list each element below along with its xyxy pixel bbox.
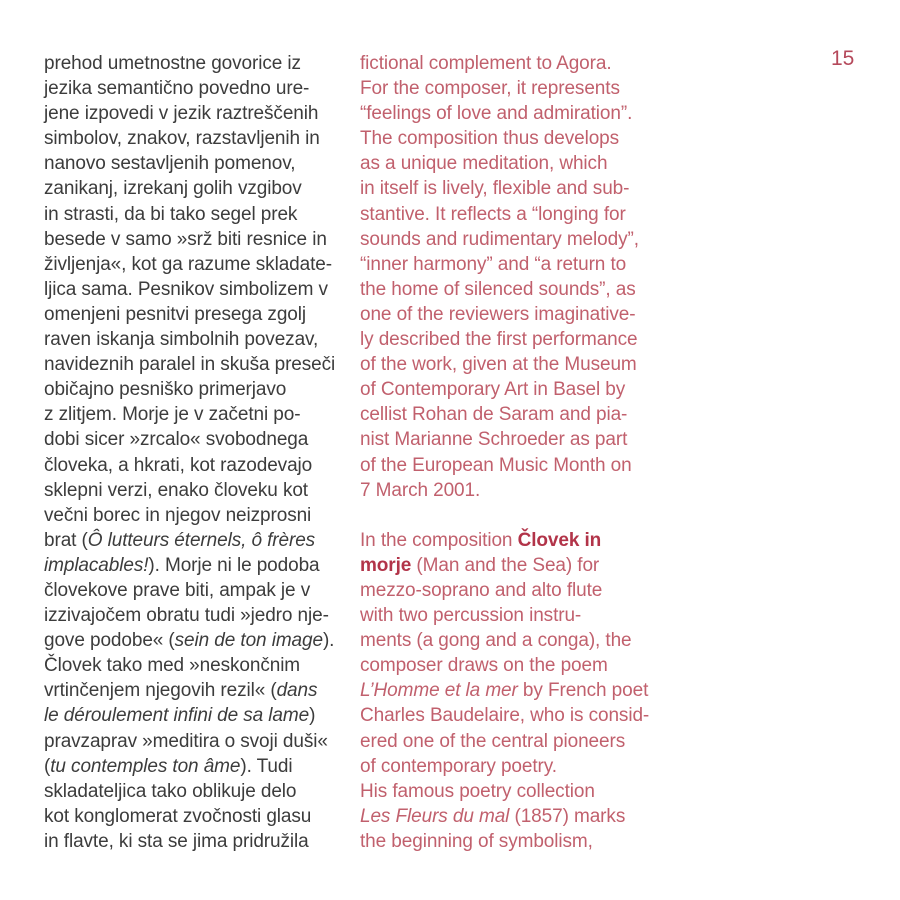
text-line: omenjeni pesnitvi presega zgolj xyxy=(44,303,307,325)
text-line: jene izpovedi v jezik raztreščenih xyxy=(44,103,319,125)
text-line: kot konglomerat zvočnosti glasu xyxy=(44,805,312,827)
text-line: of the European Music Month on xyxy=(360,454,632,476)
text-line: ljica sama. Pesnikov simbolizem v xyxy=(44,278,328,300)
text-line: nanovo sestavljenih pomenov, xyxy=(44,153,296,175)
text-line: stantive. It reflects a “longing for xyxy=(360,203,626,225)
text-line: ly described the first performance xyxy=(360,329,638,351)
text-line: as a unique meditation, which xyxy=(360,153,608,175)
text-line: jezika semantično povedno ure- xyxy=(44,78,310,100)
text-line: brat (Ô lutteurs éternels, ô frères xyxy=(44,529,316,551)
text-line: ments (a gong and a conga), the xyxy=(360,630,632,652)
text-line: In the composition Človek in xyxy=(360,529,602,551)
text-line: cellist Rohan de Saram and pia- xyxy=(360,404,628,426)
text-line: Človek tako med »neskončnim xyxy=(44,655,301,677)
text-line: vrtinčenjem njegovih rezil« (dans xyxy=(44,680,318,702)
text-line: raven iskanja simbolnih povezav, xyxy=(44,329,319,351)
text-line: sounds and rudimentary melody”, xyxy=(360,228,639,250)
page-number: 15 xyxy=(831,47,855,70)
text-line: 7 March 2001. xyxy=(360,479,481,501)
text-line: composer draws on the poem xyxy=(360,655,608,677)
text-line: nist Marianne Schroeder as part xyxy=(360,429,628,451)
text-line: običajno pesniško primerjavo xyxy=(44,379,287,401)
text-line: zanikanj, izrekanj golih vzgibov xyxy=(44,178,302,200)
text-line: večni borec in njegov neizprosni xyxy=(44,504,312,526)
text-line: His famous poetry collection xyxy=(360,780,595,802)
text-line: pravzaprav »meditira o svoji duši« xyxy=(44,730,328,752)
text-line: For the composer, it represents xyxy=(360,78,620,100)
text-line: “inner harmony” and “a return to xyxy=(360,253,627,275)
text-line: in strasti, da bi tako segel prek xyxy=(44,203,298,225)
text-line: le déroulement infini de sa lame) xyxy=(44,705,316,727)
text-line: ered one of the central pioneers xyxy=(360,730,626,752)
text-line: človeka, a hkrati, kot razodevajo xyxy=(44,454,313,476)
text-line: with two percussion instru- xyxy=(360,605,582,627)
text-line xyxy=(360,503,649,528)
text-line: of contemporary poetry. xyxy=(360,755,557,777)
left-column-slovenian xyxy=(44,51,335,854)
text-line: the home of silenced sounds”, as xyxy=(360,278,636,300)
text-line: izzivajočem obratu tudi »jedro nje- xyxy=(44,605,329,627)
text-line: “feelings of love and admiration”. xyxy=(360,103,633,125)
text-line: skladateljica tako oblikuje delo xyxy=(44,780,297,802)
text-line: prehod umetnostne govorice iz xyxy=(44,53,301,74)
text-line: gove podobe« (sein de ton image). xyxy=(44,630,335,652)
text-line: in flavte, ki sta se jima pridružila xyxy=(44,830,309,852)
right-column-english xyxy=(360,51,649,854)
text-line: simbolov, znakov, razstavljenih in xyxy=(44,128,320,150)
text-line: Charles Baudelaire, who is consid- xyxy=(360,705,650,727)
text-line: of Contemporary Art in Basel by xyxy=(360,379,626,401)
text-line: implacables!). Morje ni le podoba xyxy=(44,554,320,576)
text-line: sklepni verzi, enako človeku kot xyxy=(44,479,308,501)
text-line: Les Fleurs du mal (1857) marks xyxy=(360,805,626,827)
text-line: življenja«, kot ga razume skladate- xyxy=(44,253,332,275)
text-line: mezzo-soprano and alto flute xyxy=(360,579,603,601)
text-line: z zlitjem. Morje je v začetni po- xyxy=(44,404,301,426)
text-line: of the work, given at the Museum xyxy=(360,354,637,376)
text-line: morje (Man and the Sea) for xyxy=(360,554,600,576)
text-line: človekove prave biti, ampak je v xyxy=(44,579,311,601)
text-line: fictional complement to Agora. xyxy=(360,53,612,74)
text-line: L’Homme et la mer by French poet xyxy=(360,680,649,702)
text-line: dobi sicer »zrcalo« svobodnega xyxy=(44,429,309,451)
text-line: one of the reviewers imaginative- xyxy=(360,303,636,325)
text-line: navideznih paralel in skuša preseči xyxy=(44,354,336,376)
text-line: The composition thus develops xyxy=(360,128,620,150)
text-line: (tu contemples ton âme). Tudi xyxy=(44,755,293,777)
text-line: the beginning of symbolism, xyxy=(360,830,593,852)
text-line: in itself is lively, flexible and sub- xyxy=(360,178,630,200)
text-line: besede v samo »srž biti resnice in xyxy=(44,228,327,250)
